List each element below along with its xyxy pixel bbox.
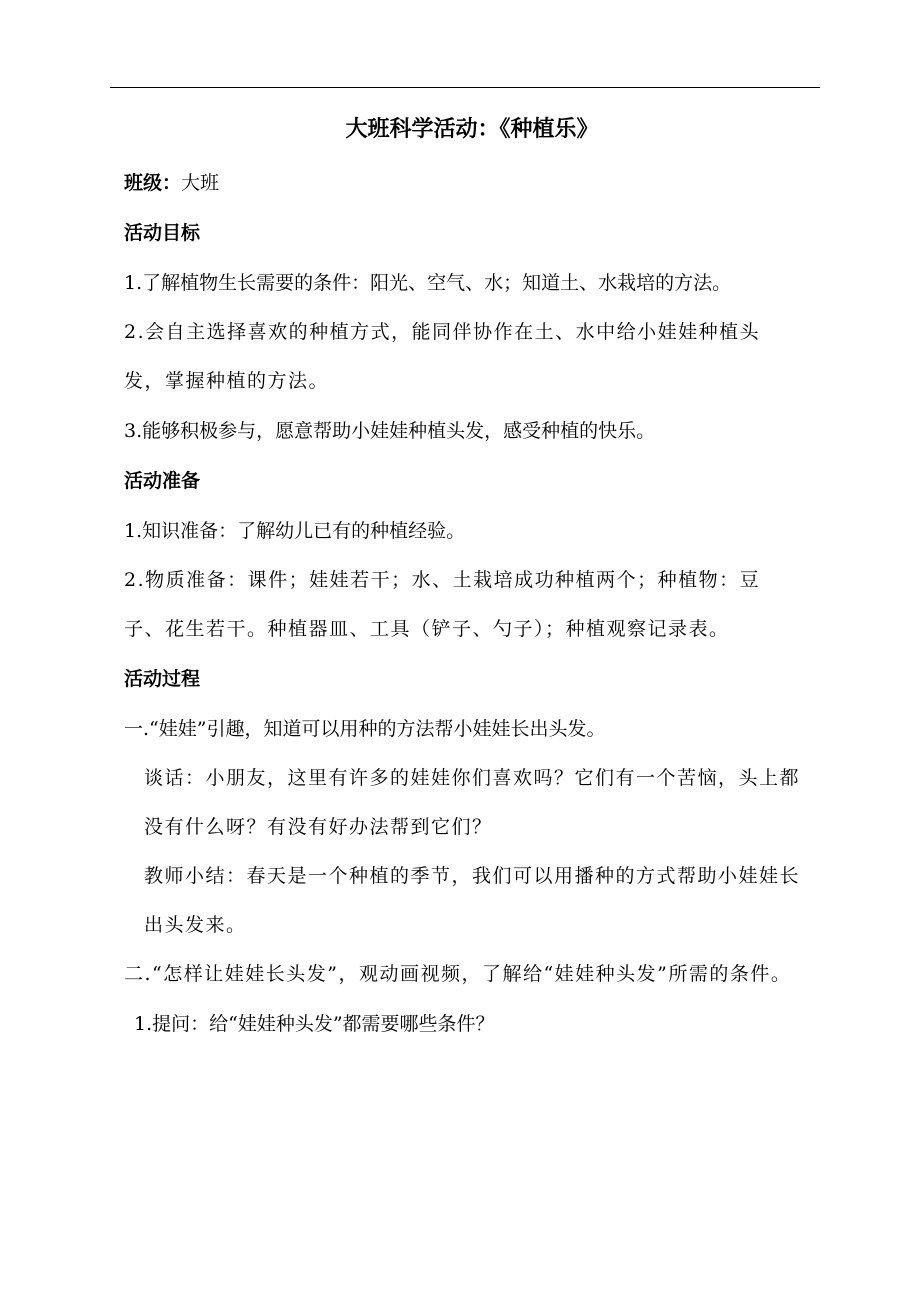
goal-item: 2.会自主选择喜欢的种植方式，能同伴协作在土、水中给小娃娃种植头发，掌握种植的方法。: [124, 321, 761, 392]
document-title: 大班科学活动：《种植乐》: [345, 117, 599, 142]
process-dialogue: 谈话：小朋友，这里有许多的娃娃你们喜欢吗？它们有一个苦恼，头上都没有什么呀？有没有好办法帮到它们？: [144, 767, 801, 838]
goal-item: 1.了解植物生长需要的条件：阳光、空气、水；知道土、水栽培的方法。: [124, 272, 732, 294]
prep-heading: 活动准备: [124, 470, 201, 492]
prep-item: 1.知识准备：了解幼儿已有的种植经验。: [124, 520, 466, 542]
process-step: 二.“怎样让娃娃长头发”，观动画视频，了解给“娃娃种头发”所需的条件。: [124, 963, 792, 985]
process-summary: 教师小结：春天是一个种植的季节，我们可以用播种的方式帮助小娃娃长出头发来。: [144, 865, 801, 936]
class-label: 班级：: [124, 172, 182, 194]
process-question: 1.提问：给“娃娃种头发”都需要哪些条件？: [134, 1013, 495, 1035]
document-body: [124, 112, 800, 1049]
process-step: 一.“娃娃”引趣，知道可以用种的方法帮小娃娃长出头发。: [124, 718, 606, 740]
class-value: 大班: [181, 172, 220, 194]
header-rule: [110, 87, 820, 88]
prep-item: 2.物质准备：课件；娃娃若干；水、土栽培成功种植两个；种植物：豆子、花生若干。种植器皿、工具（铲子、勺子）；种植观察记录表。: [124, 569, 761, 640]
goals-heading: 活动目标: [124, 222, 201, 244]
process-heading: 活动过程: [124, 668, 201, 690]
class-line: [124, 158, 800, 208]
goal-item: 3.能够积极参与，愿意帮助小娃娃种植头发，感受种植的快乐。: [124, 420, 656, 442]
